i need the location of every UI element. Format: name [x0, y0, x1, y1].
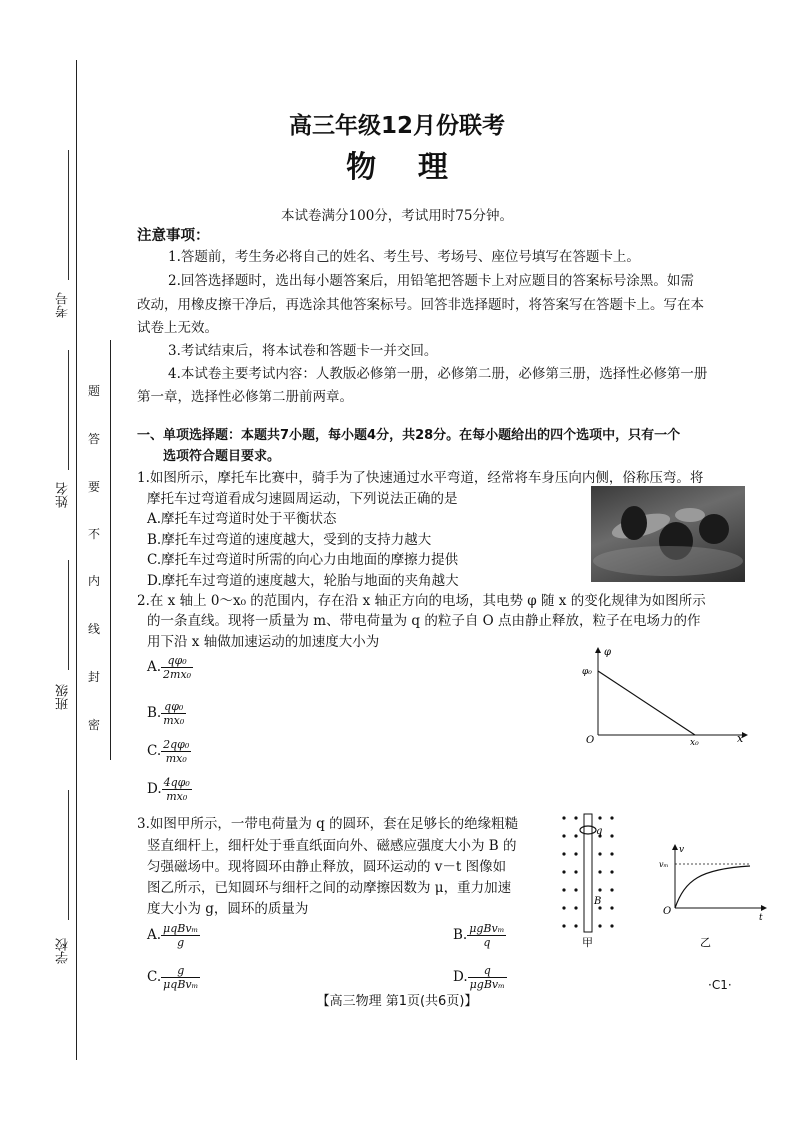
rod: [584, 814, 592, 932]
q2-option-b: B. $\frac{\text{qφ₀}}{\text{mx₀}}$: [147, 700, 185, 727]
field-b-label: B: [594, 896, 602, 907]
notice-line-5: 3.考试结束后，将本试卷和答题卡一并交回。: [168, 343, 438, 359]
q1-option-a: A.摩托车过弯道时处于平衡状态: [147, 511, 337, 527]
vt-graph: [655, 842, 770, 950]
q2-line-1: 2.在 x 轴上 0～x₀ 的范围内，存在沿 x 轴正方向的电场，其电势 φ 随 x 的变化规律为如图所示: [137, 593, 706, 609]
vt-v-label: v: [679, 845, 685, 855]
q1-line-1: 1.如图所示，摩托车比赛中，骑手为了快速通过水平弯道，经常将车身压向内侧，俗称压弯。将: [137, 470, 704, 486]
section1-heading-line2: 选项符合题目要求。: [163, 449, 281, 464]
motorcycle-photo: [591, 486, 745, 582]
section1-heading-line1: 一、单项选择题：本题共7小题，每小题4分，共28分。在每小题给出的四个选项中，只有一个: [137, 428, 681, 443]
q2-option-a: A. $\frac{\text{qφ₀}}{\text{2mx₀}}$: [147, 654, 192, 681]
q3-option-a: A. $\frac{\text{μqBvₘ}}{g}$: [147, 922, 199, 949]
name-label: 姓名: [56, 482, 71, 508]
paper-code: ·C1·: [708, 978, 732, 992]
class-line: [68, 560, 69, 670]
school-label: 学校: [56, 938, 71, 964]
notice-line-1: 1.答题前，考生务必将自己的姓名、考生号、考场号、座位号填写在答题卡上。: [168, 249, 640, 265]
graph-x-axis-label: x: [737, 732, 744, 745]
graph-x0-label: x₀: [690, 738, 699, 745]
seal-char-7: 封: [88, 670, 101, 684]
exam-title: 高三年级12月份联考: [288, 113, 505, 139]
q2-line-3: 用下沿 x 轴做加速运动的加速度大小为: [147, 634, 380, 650]
name-line: [68, 350, 69, 470]
seal-char-6: 线: [88, 622, 101, 636]
graph-phi0-label: φ₀: [582, 667, 592, 677]
page-footer: 【高三物理 第1页(共6页)】: [316, 994, 478, 1009]
ring: [580, 826, 596, 834]
q3-line-2: 竖直细杆上，细杆处于垂直纸面向外、磁感应强度大小为 B 的: [147, 838, 517, 854]
q2-option-d: D. $\frac{\text{4qφ₀}}{\text{mx₀}}$: [147, 776, 190, 803]
magnetic-field-figure: [556, 812, 620, 948]
exam-info: 本试卷满分100分，考试用时75分钟。: [281, 208, 513, 224]
notice-line-7: 第一章，选择性必修第二册前两章。: [137, 389, 353, 405]
potential-graph: [580, 645, 750, 745]
vt-t-label: t: [759, 913, 763, 923]
q3-option-c: C. $\frac{g}{\text{μqBvₘ}}$: [147, 964, 199, 991]
figure-jia-label: 甲: [582, 936, 593, 948]
notice-heading: 注意事项：: [137, 228, 210, 244]
notice-line-2: 2.回答选择题时，选出每小题答案后，用铅笔把答题卡上对应题目的答案标号涂黑。如需: [168, 273, 694, 289]
graph-y-axis-label: φ: [604, 647, 612, 658]
seal-char-4: 不: [88, 527, 101, 541]
vt-origin-label: O: [663, 906, 672, 917]
ring-charge-label: q: [596, 826, 603, 837]
graph-origin-label: O: [586, 735, 595, 745]
seal-char-1: 题: [88, 384, 101, 398]
q3-option-d: D. $\frac{q}{\text{μgBvₘ}}$: [453, 964, 505, 991]
exam-number-label: 考号: [56, 292, 71, 318]
q1-line-2: 摩托车过弯道看成匀速圆周运动，下列说法正确的是: [147, 491, 458, 507]
q3-line-1: 3.如图甲所示，一带电荷量为 q 的圆环，套在足够长的绝缘粗糙: [137, 816, 519, 832]
vt-vm-label: vₘ: [659, 860, 669, 869]
class-label: 班级: [56, 684, 71, 710]
q3-line-3: 匀强磁场中。现将圆环由静止释放，圆环运动的 v－t 图像如: [147, 859, 507, 875]
seal-char-2: 答: [88, 432, 101, 446]
field-dots: [562, 816, 613, 927]
q1-option-d: D.摩托车过弯道的速度越大，轮胎与地面的夹角越大: [147, 573, 459, 589]
binding-line-right: [110, 340, 111, 760]
q1-option-b: B.摩托车过弯道的速度越大，受到的支持力越大: [147, 532, 432, 548]
q3-option-b: B. $\frac{\text{μgBvₘ}}{q}$: [453, 922, 505, 949]
q1-option-c: C.摩托车过弯道时所需的向心力由地面的摩擦力提供: [147, 552, 459, 568]
school-line: [68, 790, 69, 920]
q2-option-c: C. $\frac{\text{2qφ₀}}{\text{mx₀}}$: [147, 738, 190, 765]
notice-line-4: 试卷上无效。: [137, 320, 218, 336]
seal-char-5: 内: [88, 574, 101, 588]
q3-line-5: 度大小为 g，圆环的质量为: [147, 901, 309, 917]
q3-line-4: 图乙所示，已知圆环与细杆之间的动摩擦因数为 μ，重力加速: [147, 880, 512, 896]
notice-line-3: 改动，用橡皮擦干净后，再选涂其他答案标号。回答非选择题时，将答案写在答题卡上。写在本: [137, 297, 704, 313]
figure-yi-label: 乙: [700, 936, 711, 949]
seal-char-8: 密: [88, 718, 101, 732]
subject-title: 物 理: [346, 150, 448, 185]
seal-char-3: 要: [88, 480, 101, 494]
notice-line-6: 4.本试卷主要考试内容：人教版必修第一册，必修第二册，必修第三册，选择性必修第一册: [168, 366, 708, 382]
q2-line-2: 的一条直线。现将一质量为 m、带电荷量为 q 的粒子自 O 点由静止释放，粒子在电场力的作: [147, 613, 701, 629]
